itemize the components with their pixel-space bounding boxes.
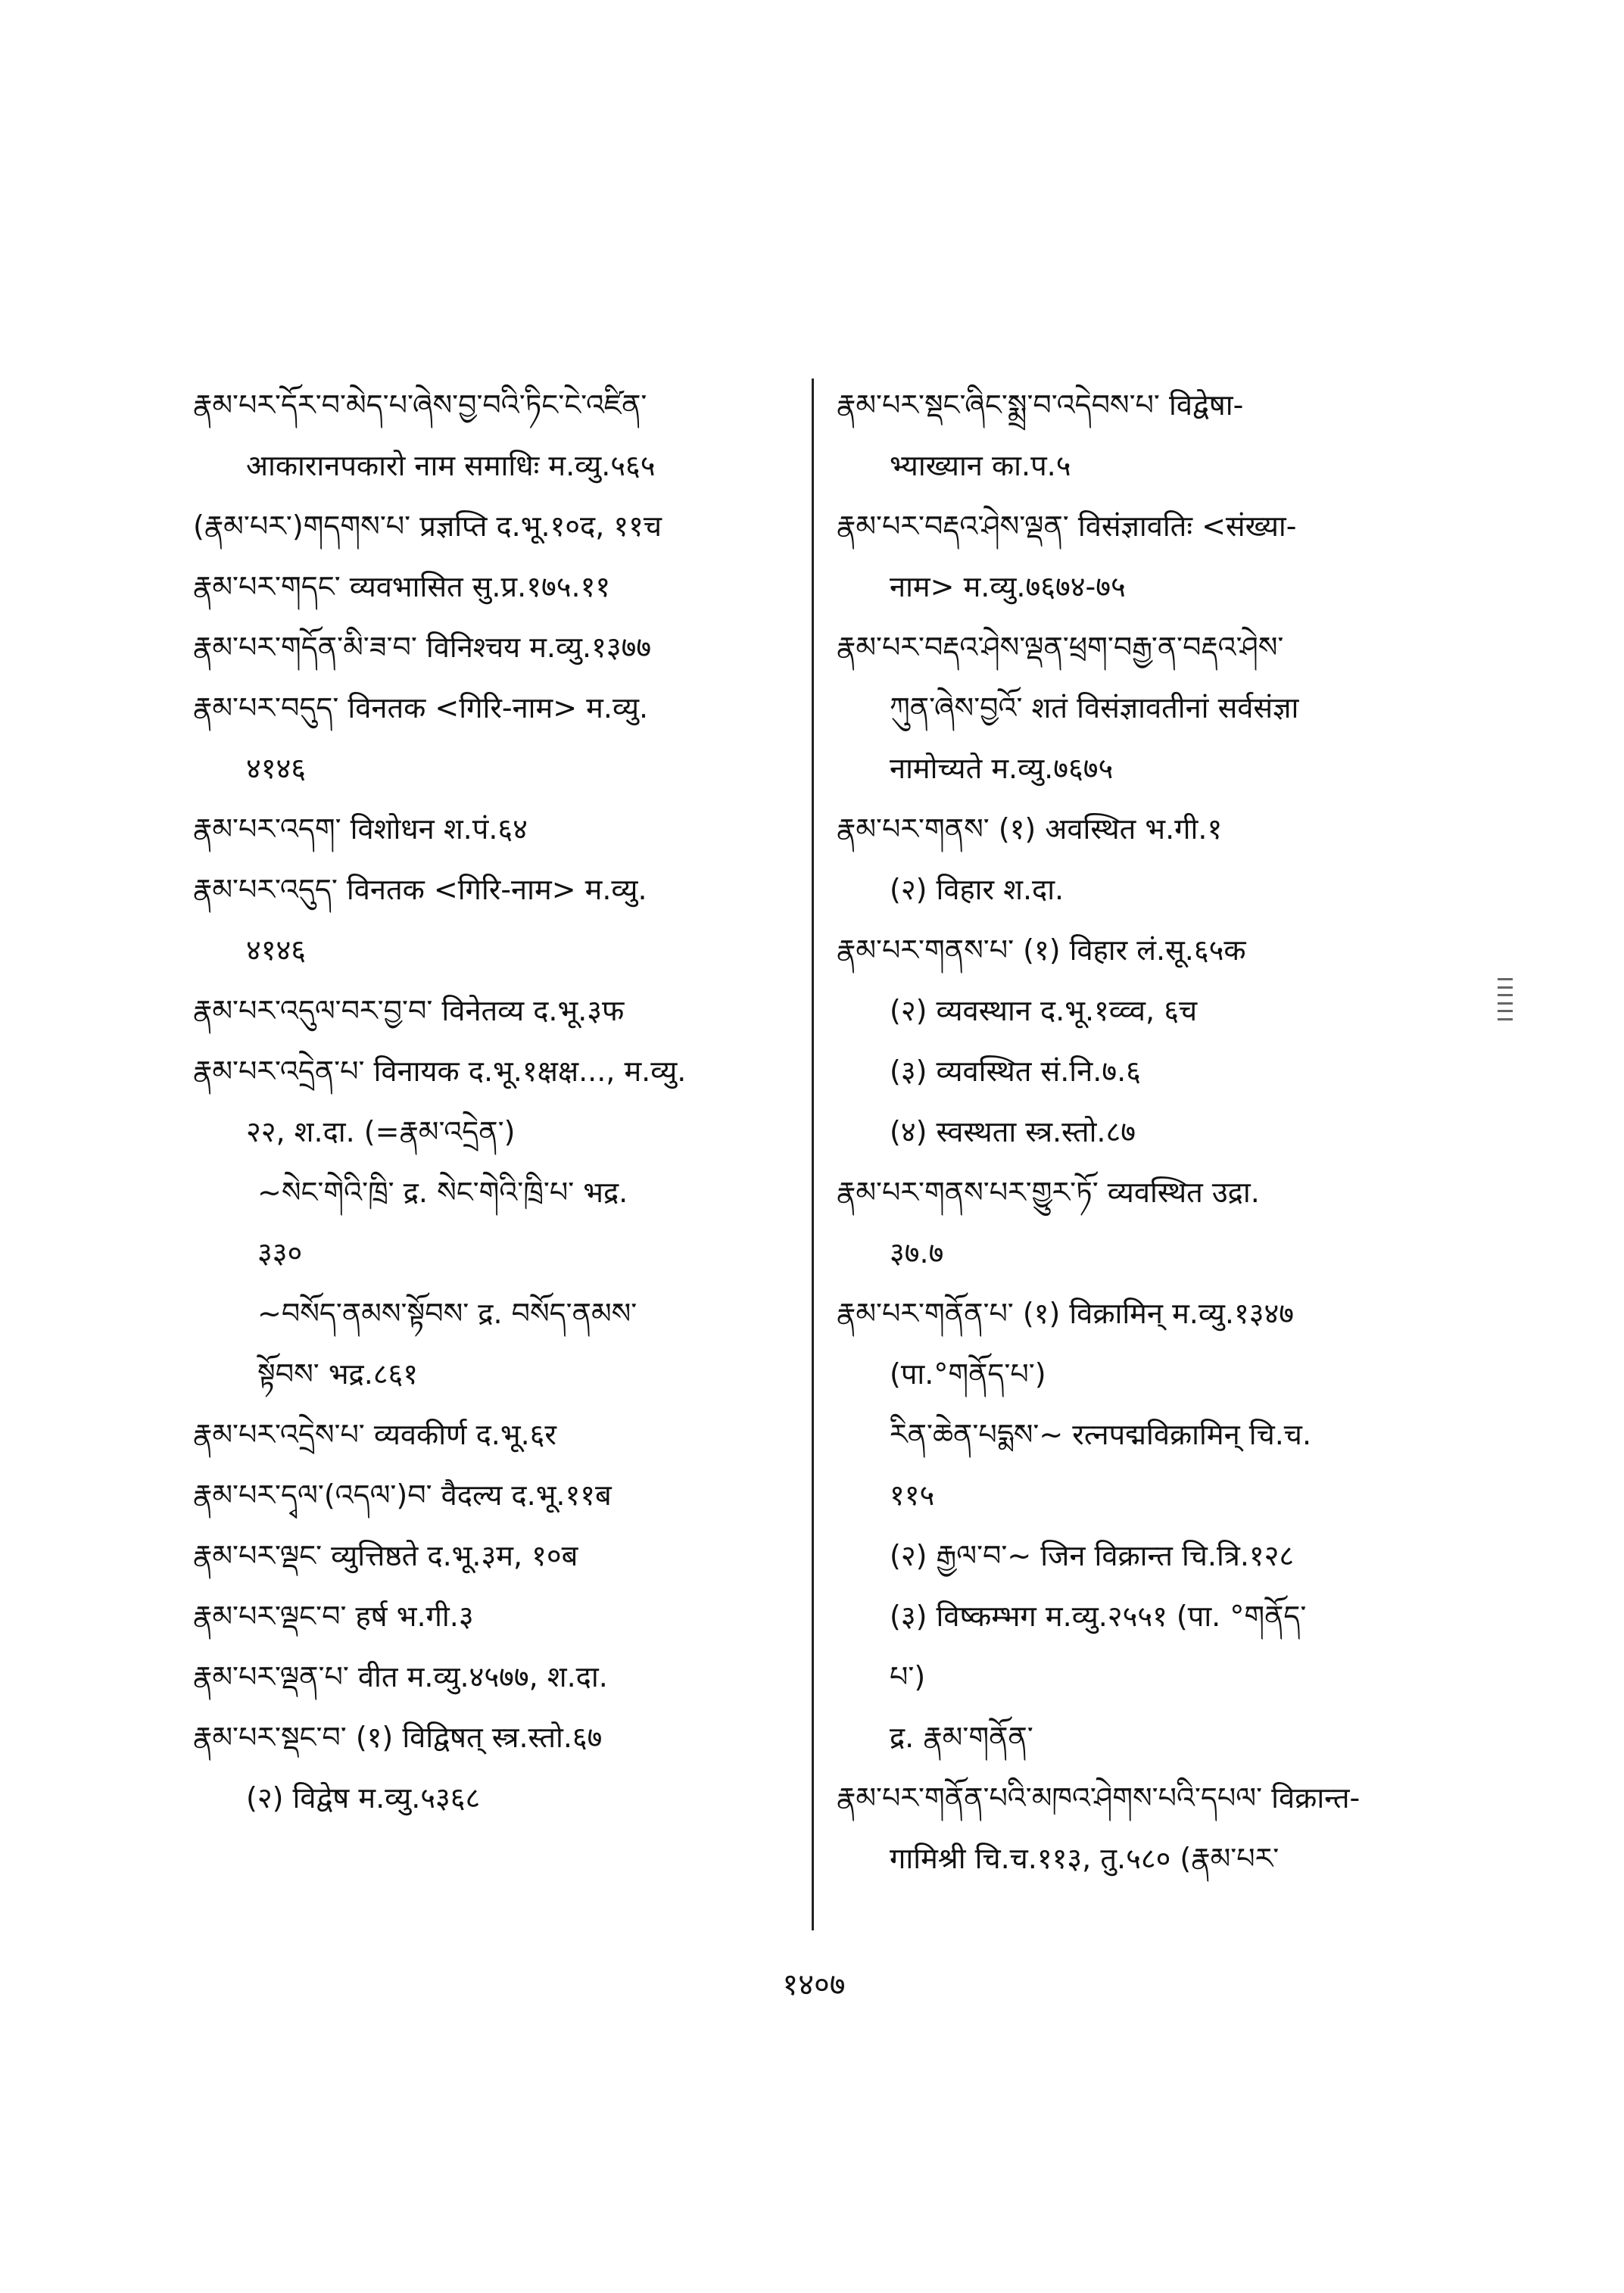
dictionary-entry bbox=[193, 1162, 806, 1283]
dictionary-entry bbox=[193, 980, 806, 1041]
entry-headline: རྣམ་པར་འདག་ विशोधन श.पं.६४ bbox=[193, 812, 528, 846]
entry-headline: (३) विष्कम्भग म.व्यु.२५५१ (पा. °གནོད་ bbox=[890, 1600, 1307, 1633]
entry-continuation: ४१४६ bbox=[246, 933, 307, 967]
dictionary-entry bbox=[837, 1041, 1465, 1101]
entry-headline: རྣམ་པར་བདུད་ विनतक <गिरि-नाम> म.व्यु. bbox=[193, 691, 649, 724]
dictionary-entry bbox=[837, 375, 1465, 496]
entry-headline: (पा.°གནོད་པ་) bbox=[890, 1357, 1046, 1391]
dictionary-entry bbox=[193, 1041, 806, 1162]
entry-headline: རྣམ་པར་དྭལ་(འདལ་)བ་ वैदल्य द.भू.११ब bbox=[193, 1478, 612, 1512]
dictionary-entry bbox=[837, 980, 1465, 1041]
entry-continuation: པ་) bbox=[890, 1660, 926, 1693]
column-divider bbox=[812, 379, 814, 1930]
dictionary-entry bbox=[193, 1768, 806, 1828]
entry-headline: རྣམ་པར་གནས་ (१) अवस्थित भ.गी.१ bbox=[837, 812, 1223, 846]
dictionary-entry bbox=[193, 678, 806, 799]
entry-continuation: आकारानपकारो नाम समाधिः म.व्यु.५६५ bbox=[246, 449, 656, 482]
entry-continuation: ११५ bbox=[890, 1478, 935, 1512]
entry-headline: རྣམ་པར་ལྡང་ व्युत्तिष्ठते द.भू.३म, १०ब bbox=[193, 1539, 578, 1572]
dictionary-entry bbox=[193, 859, 806, 980]
entry-continuation: ३७.७ bbox=[890, 1236, 944, 1270]
dictionary-entry bbox=[837, 617, 1465, 799]
entry-headline: (२) व्यवस्थान द.भू.१व्व्व, ६च bbox=[890, 994, 1198, 1027]
dictionary-entry bbox=[837, 1283, 1465, 1344]
entry-headline: རྣམ་པར་གནས་པར་གྱུར་ཏོ་ व्यवस्थित उद्रा. bbox=[837, 1176, 1260, 1209]
edge-mark bbox=[1498, 978, 1513, 1020]
dictionary-entry bbox=[837, 859, 1465, 920]
dictionary-entry bbox=[193, 1586, 806, 1647]
entry-headline: རྣམ་པར་ལྡན་པ་ वीत म.व्यु.४५७७, श.दा. bbox=[193, 1660, 608, 1693]
entry-headline: རྣམ་པར་གནོན་པ་ (१) विक्रामिन् म.व्यु.१३४७ bbox=[837, 1297, 1295, 1330]
entry-continuation: ३३० bbox=[257, 1236, 303, 1270]
entry-headline: (२) विद्वेष म.व्यु.५३६८ bbox=[246, 1781, 481, 1815]
dictionary-entry bbox=[837, 496, 1465, 617]
dictionary-entry bbox=[193, 1404, 806, 1465]
entry-headline: རྣམ་པར་འདུལ་བར་བྱ་བ་ विनेतव्य द.भू.३फ bbox=[193, 994, 625, 1027]
entry-headline: རྣམ་པར་འདྲེན་པ་ विनायक द.भू.१क्षक्ष..., म.व्यु. bbox=[193, 1055, 687, 1088]
entry-headline: (४) स्वस्थता स्त्र.स्तो.८७ bbox=[890, 1115, 1136, 1148]
entry-continuation: २२, श.दा. (=རྣམ་འདྲེན་) bbox=[246, 1115, 516, 1148]
dictionary-entry bbox=[837, 1707, 1465, 1768]
entry-headline: རྣམ་པར་གདང་ व्यवभासित सु.प्र.१७५.११ bbox=[193, 570, 611, 603]
entry-continuation: भ्याख्यान का.प.५ bbox=[890, 449, 1071, 482]
entry-continuation: गामिश्री चि.च.११३, तु.५८० (རྣམ་པར་ bbox=[890, 1842, 1280, 1875]
entry-continuation: ཀུན་ཞེས་བྱའོ་ शतं विसंज्ञावतीनां सर्वसंज्ञा bbox=[890, 691, 1299, 724]
entry-headline: རྣམ་པར་ལྡང་བ་ हर्ष भ.गी.३ bbox=[193, 1600, 474, 1633]
entry-headline: द्र. རྣམ་གནོན་ bbox=[890, 1721, 1033, 1754]
entry-headline: (३) व्यवस्थित सं.नि.७.६ bbox=[890, 1055, 1141, 1088]
dictionary-entry bbox=[837, 1162, 1465, 1283]
dictionary-entry bbox=[837, 799, 1465, 859]
dictionary-entry bbox=[837, 1101, 1465, 1162]
dictionary-entry bbox=[837, 1586, 1465, 1707]
entry-headline: (२) རྒྱལ་བ་~ जिन विक्रान्त चि.त्रि.१२८ bbox=[890, 1539, 1295, 1572]
entry-headline: ~བསོད་ནམས་སྟོབས་ द्र. བསོད་ནམས་ bbox=[257, 1297, 637, 1330]
entry-headline: རྣམ་པར་འདྲེས་པ་ व्यवकीर्ण द.भू.६र bbox=[193, 1418, 556, 1451]
dictionary-entry bbox=[193, 1707, 806, 1768]
page-number: १४०७ bbox=[782, 1967, 846, 2002]
entry-headline: རྣམ་པར་འདུད་ विनतक <गिरि-नाम> म.व्यु. bbox=[193, 873, 647, 906]
dictionary-entry bbox=[837, 1404, 1465, 1525]
dictionary-entry bbox=[193, 1647, 806, 1707]
dictionary-entry bbox=[193, 799, 806, 859]
entry-headline: རྣམ་པར་གནོན་པའི་མཁའ་ཤེགས་པའི་དཔལ་ विक्रान्त- bbox=[837, 1781, 1361, 1815]
dictionary-entry bbox=[193, 1525, 806, 1586]
left-column bbox=[193, 375, 806, 1828]
entry-headline: རྣམ་པར་སྡང་བ་ (१) विद्विषत् स्त्र.स्तो.६७ bbox=[193, 1721, 603, 1754]
entry-headline: རྣམ་པར་གནས་པ་ (१) विहार लं.सू.६५क bbox=[837, 933, 1246, 967]
entry-continuation: नामोच्यते म.व्यु.७६७५ bbox=[890, 752, 1114, 785]
dictionary-entry bbox=[837, 1525, 1465, 1586]
entry-headline: (२) विहार श.दा. bbox=[890, 873, 1064, 906]
entry-headline: རྣམ་པར་གདོན་མི་ཟ་བ་ विनिश्चय म.व्यु.१३७७ bbox=[193, 631, 652, 664]
entry-headline: རིན་ཆེན་པདྨས་~ रत्नपद्मविक्रामिन् चि.च. bbox=[890, 1418, 1312, 1451]
dictionary-entry bbox=[837, 920, 1465, 980]
dictionary-entry bbox=[837, 1344, 1465, 1404]
entry-headline: རྣམ་པར་སྡང་ཞིང་སྨྲ་བ་འདེབས་པ་ विद्वेषा- bbox=[837, 388, 1244, 422]
entry-continuation: སྟོབས་ भद्र.८६१ bbox=[257, 1357, 419, 1391]
entry-headline: རྣམ་པར་དོར་བ་མེད་པ་ཞེས་བྱ་བའི་ཏིང་ངེ་འཛིན་ bbox=[193, 388, 647, 422]
dictionary-entry bbox=[193, 375, 806, 496]
dictionary-entry bbox=[193, 617, 806, 678]
dictionary-entry bbox=[837, 1768, 1465, 1889]
dictionary-entry bbox=[193, 1283, 806, 1404]
dictionary-entry bbox=[193, 556, 806, 617]
entry-continuation: नाम> म.व्यु.७६७४-७५ bbox=[890, 570, 1126, 603]
entry-headline: (རྣམ་པར་)གདགས་པ་ प्रज्ञप्ति द.भू.१०द, ११च bbox=[193, 509, 662, 543]
entry-headline: རྣམ་པར་བརྡའ་ཤེས་ལྡན་ཕྲག་བརྒྱ་ན་བརྡའ་ཤེས་ bbox=[837, 631, 1284, 664]
entry-continuation: ४१४६ bbox=[246, 752, 307, 785]
dictionary-entry bbox=[193, 496, 806, 556]
entry-headline: ~སེང་གེའི་ཁྲི་ द्र. སེང་གེའི་ཁྲི་པ་ भद्र. bbox=[257, 1176, 628, 1209]
dictionary-entry bbox=[193, 1465, 806, 1525]
right-column bbox=[837, 375, 1465, 1889]
entry-headline: རྣམ་པར་བརྡའ་ཤེས་ལྡན་ विसंज्ञावतिः <संख्या- bbox=[837, 509, 1297, 543]
